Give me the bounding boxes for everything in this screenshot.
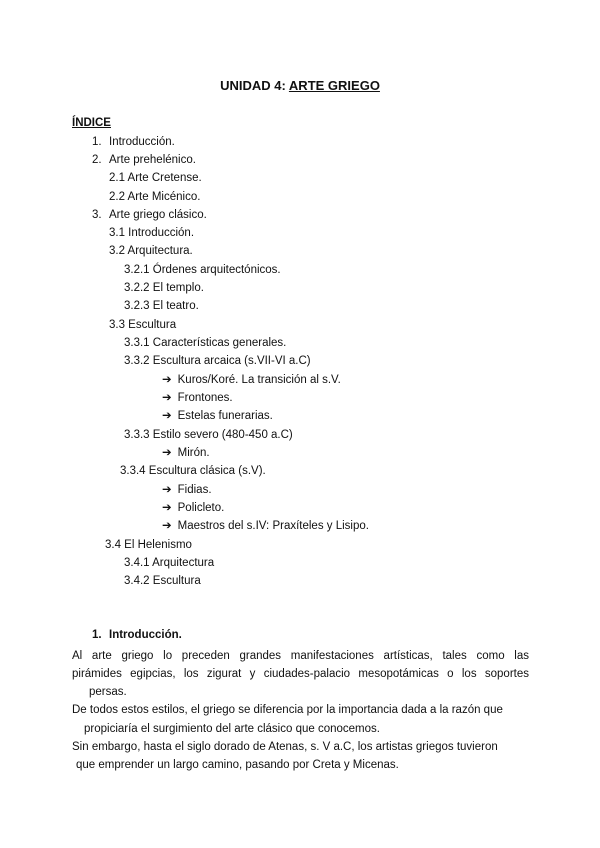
index-subitem: 3.4 El Helenismo	[105, 539, 192, 551]
index-subitem: 3.2 Arquitectura.	[109, 245, 193, 257]
index-bullet-text: Maestros del s.IV: Praxíteles y Lisipo.	[177, 520, 369, 532]
index-heading: ÍNDICE	[72, 117, 111, 129]
index-item-number: 2.	[92, 154, 102, 166]
index-bullet	[162, 501, 224, 515]
arrow-icon: ➔	[162, 447, 172, 459]
index-item-text: Arte prehelénico.	[109, 154, 196, 166]
title-prefix: UNIDAD 4:	[220, 78, 289, 93]
arrow-icon: ➔	[162, 502, 172, 514]
index-subsubitem: 3.3.1 Características generales.	[124, 337, 287, 349]
arrow-icon: ➔	[162, 484, 172, 496]
index-item	[92, 135, 175, 149]
paragraph-line: persas.	[89, 686, 127, 698]
index-bullet	[162, 483, 212, 497]
title-main: ARTE GRIEGO	[288, 78, 380, 93]
index-subsubitem: 3.3.4 Escultura clásica (s.V).	[120, 465, 266, 477]
index-subsubitem: 3.4.1 Arquitectura	[124, 557, 215, 569]
index-bullet	[162, 409, 273, 423]
paragraph-line: que emprender un largo camino, pasando por Creta y Micenas.	[76, 759, 399, 771]
arrow-icon: ➔	[162, 520, 172, 532]
index-bullet-text: Frontones.	[177, 392, 233, 404]
index-bullet	[162, 446, 210, 460]
index-bullet	[162, 391, 233, 405]
index-subitem: 2.2 Arte Micénico.	[109, 191, 201, 203]
index-bullet-text: Fidias.	[177, 484, 212, 496]
index-subsubitem: 3.3.2 Escultura arcaica (s.VII-VI a.C)	[124, 355, 311, 367]
index-subitem: 3.3 Escultura	[109, 319, 177, 331]
paragraph-line: De todos estos estilos, el griego se diferencia por la importancia dada a la razón que	[72, 704, 503, 716]
paragraph-line: pirámides egipcias, los zigurat y ciudades-palacio mesopotámicas o los soportes	[72, 668, 529, 680]
page-title	[0, 78, 600, 94]
paragraph-line: propiciaría el surgimiento del arte clásico que conocemos.	[84, 723, 380, 735]
index-subsubitem: 3.2.3 El teatro.	[124, 300, 199, 312]
section-number: 1.	[92, 629, 102, 641]
index-item-text: Introducción.	[109, 136, 175, 148]
arrow-icon: ➔	[162, 392, 172, 404]
index-item	[92, 153, 196, 167]
arrow-icon: ➔	[162, 410, 172, 422]
index-subsubitem: 3.3.3 Estilo severo (480-450 a.C)	[124, 429, 293, 441]
index-bullet-text: Kuros/Koré. La transición al s.V.	[177, 374, 341, 386]
paragraph-line: Al arte griego lo preceden grandes manifestaciones artísticas, tales como las	[72, 650, 529, 662]
arrow-icon: ➔	[162, 374, 172, 386]
index-bullet-text: Estelas funerarias.	[177, 410, 273, 422]
index-item-text: Arte griego clásico.	[109, 209, 207, 221]
index-subitem: 2.1 Arte Cretense.	[109, 172, 202, 184]
index-bullet	[162, 373, 341, 387]
index-item	[92, 208, 207, 222]
section-title: Introducción.	[109, 629, 182, 641]
index-item-number: 1.	[92, 136, 102, 148]
index-item-number: 3.	[92, 209, 102, 221]
index-subitem: 3.1 Introducción.	[109, 227, 195, 239]
index-bullet-text: Mirón.	[177, 447, 210, 459]
index-subsubitem: 3.2.2 El templo.	[124, 282, 204, 294]
paragraph-line: Sin embargo, hasta el siglo dorado de Atenas, s. V a.C, los artistas griegos tuvieron	[72, 741, 498, 753]
index-subsubitem: 3.4.2 Escultura	[124, 575, 201, 587]
section-heading	[92, 629, 182, 641]
index-bullet-text: Policleto.	[177, 502, 225, 514]
index-bullet	[162, 519, 369, 533]
index-subsubitem: 3.2.1 Órdenes arquitectónicos.	[124, 264, 281, 276]
